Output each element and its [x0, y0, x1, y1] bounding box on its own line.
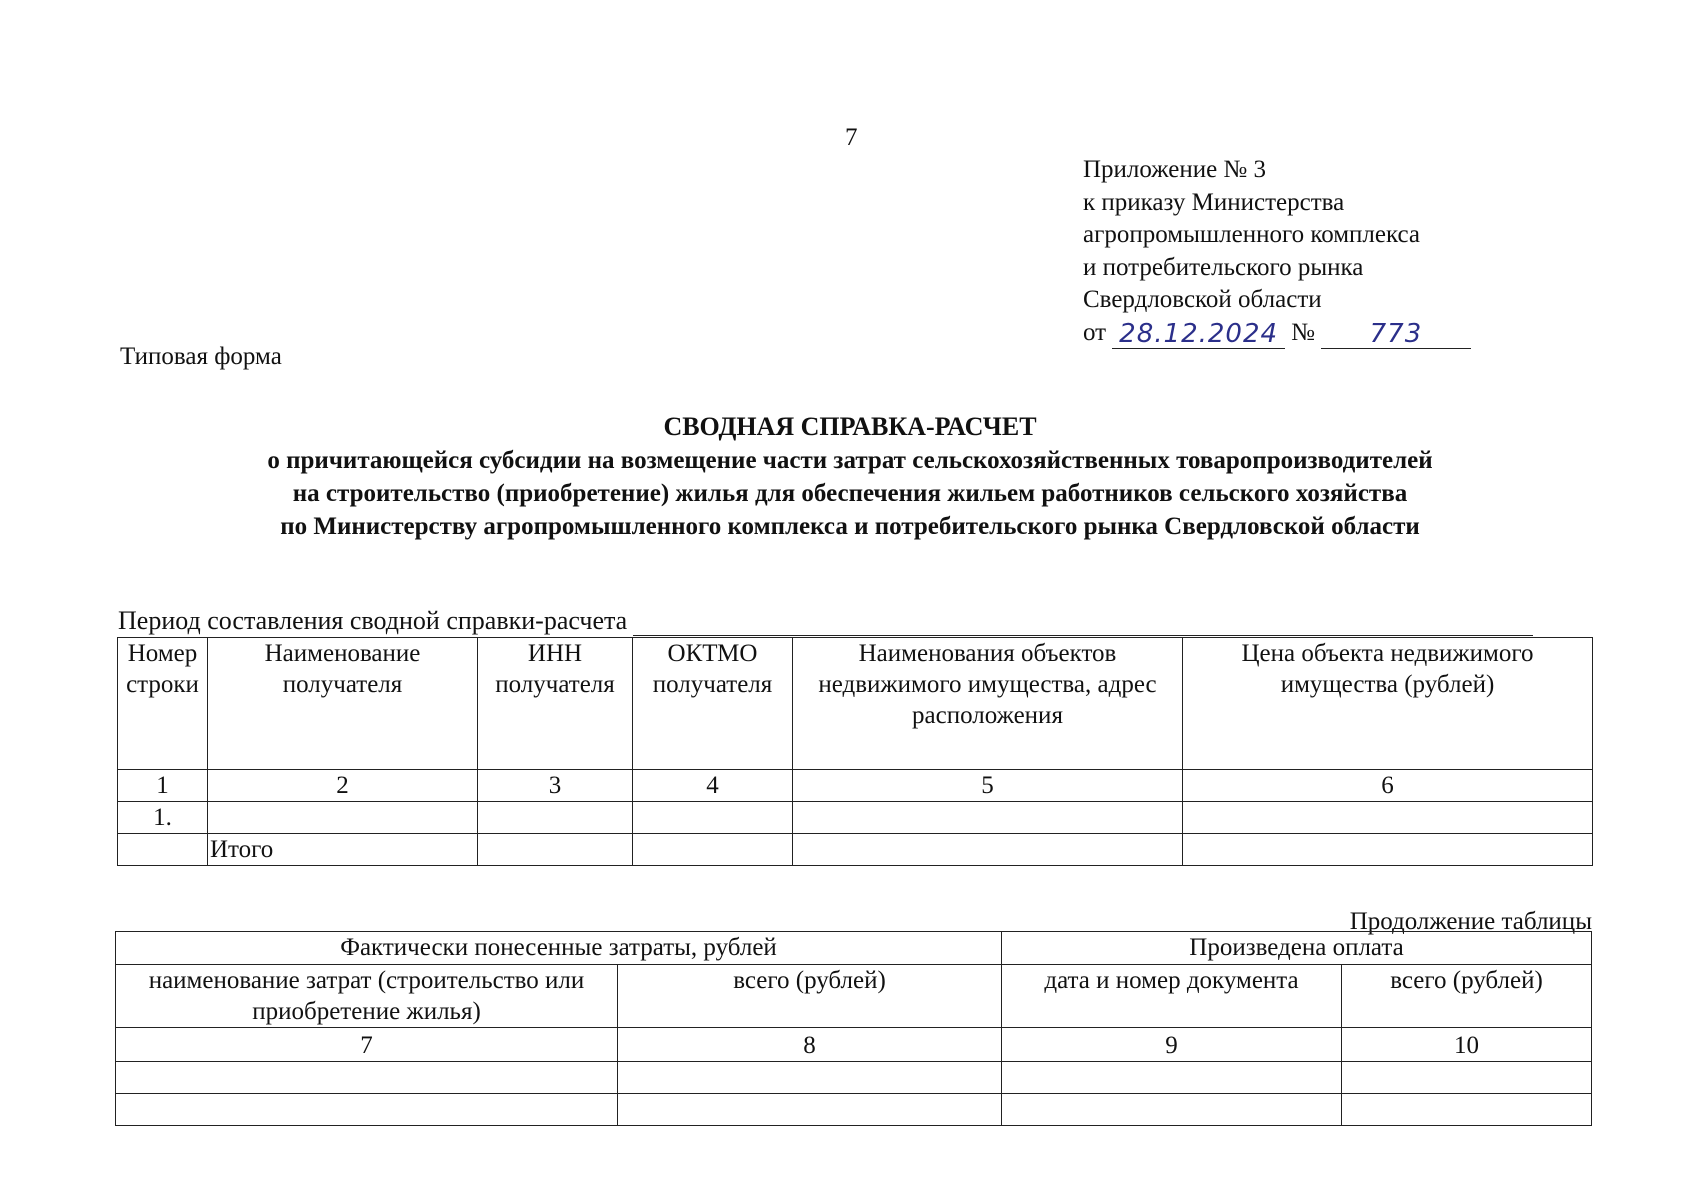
header-cell: дата и номер документа	[1002, 965, 1342, 1028]
header-cell: Наименование получателя	[208, 638, 478, 770]
table-cell	[1342, 1094, 1592, 1126]
appendix-line: к приказу Министерства	[1083, 188, 1345, 216]
header-cell: Цена объекта недвижимого имущества (рублей)	[1183, 638, 1593, 770]
column-number: 8	[618, 1028, 1002, 1062]
header-cell: всего (рублей)	[1342, 965, 1592, 1028]
table-cell	[118, 834, 208, 866]
column-number: 10	[1342, 1028, 1592, 1062]
title-main: СВОДНАЯ СПРАВКА-РАСЧЕТ	[663, 412, 1037, 441]
date-prefix: от	[1083, 318, 1107, 346]
column-number: 4	[633, 770, 793, 802]
header-cell: всего (рублей)	[618, 965, 1002, 1028]
number-prefix: №	[1291, 318, 1315, 346]
period-blank-line	[633, 609, 1533, 636]
header-cell: наименование затрат (строительство или приобретение жилья)	[116, 965, 618, 1028]
handwritten-date: 28.12.2024	[1112, 320, 1285, 349]
table-cell	[793, 802, 1183, 834]
header-cell: Номер строки	[118, 638, 208, 770]
column-number-row	[118, 770, 1593, 802]
table-cell	[633, 834, 793, 866]
document-title	[110, 410, 1590, 543]
table-row	[118, 802, 1593, 834]
table-cell	[1002, 1094, 1342, 1126]
table-cell	[1183, 802, 1593, 834]
appendix-line: агропромышленного комплекса	[1083, 221, 1421, 248]
table-header-row	[116, 965, 1592, 1028]
table-cell	[1002, 1062, 1342, 1094]
header-cell: Наименования объектов недвижимого имущества, адрес расположения	[793, 638, 1183, 770]
table-cell	[116, 1062, 618, 1094]
column-number: 9	[1002, 1028, 1342, 1062]
appendix-block	[1083, 154, 1471, 349]
table-cell	[618, 1062, 1002, 1094]
table-cell	[1183, 834, 1593, 866]
header-cell: ИНН получателя	[478, 638, 633, 770]
main-table	[117, 637, 1593, 866]
group-header-costs: Фактически понесенные затраты, рублей	[116, 932, 1002, 965]
table-row	[116, 1062, 1592, 1094]
continuation-table	[115, 931, 1592, 1126]
column-number: 5	[793, 770, 1183, 802]
period-label: Период составления сводной справки-расчета	[118, 606, 628, 635]
column-number: 1	[118, 770, 208, 802]
table-cell	[478, 802, 633, 834]
appendix-line: Приложение № 3	[1083, 156, 1267, 183]
title-sub-line: по Министерству агропромышленного комплекса и потребительского рынка Свердловской области	[280, 513, 1420, 540]
table-cell	[793, 834, 1183, 866]
form-type-label: Типовая форма	[120, 343, 282, 370]
order-date-line	[1083, 317, 1471, 350]
column-number: 6	[1183, 770, 1593, 802]
table-cell	[208, 802, 478, 834]
title-sub-line: о причитающейся субсидии на возмещение части затрат сельскохозяйственных товаропроизводителей	[267, 447, 1433, 474]
table-cell	[618, 1094, 1002, 1126]
handwritten-number: 773	[1321, 320, 1471, 349]
page-number: 7	[845, 124, 858, 151]
appendix-line: Свердловской области	[1083, 286, 1322, 313]
group-header-payment: Произведена оплата	[1002, 932, 1592, 965]
table-cell	[116, 1094, 618, 1126]
table-row	[116, 1094, 1592, 1126]
row-number: 1.	[118, 802, 208, 834]
column-number: 2	[208, 770, 478, 802]
header-cell: ОКТМО получателя	[633, 638, 793, 770]
table-cell	[478, 834, 633, 866]
table-cell	[633, 802, 793, 834]
column-number-row	[116, 1028, 1592, 1062]
appendix-line: и потребительского рынка	[1083, 253, 1364, 281]
title-sub-line: на строительство (приобретение) жилья для обеспечения жильем работников сельского хозяйства	[292, 480, 1408, 507]
table-cell	[1342, 1062, 1592, 1094]
total-label: Итого	[208, 834, 478, 866]
table-header-row	[118, 638, 1593, 770]
total-row	[118, 834, 1593, 866]
period-field	[118, 606, 1533, 636]
table-continuation-label: Продолжение таблицы	[1349, 908, 1592, 935]
column-number: 7	[116, 1028, 618, 1062]
group-header-row	[116, 932, 1592, 965]
column-number: 3	[478, 770, 633, 802]
